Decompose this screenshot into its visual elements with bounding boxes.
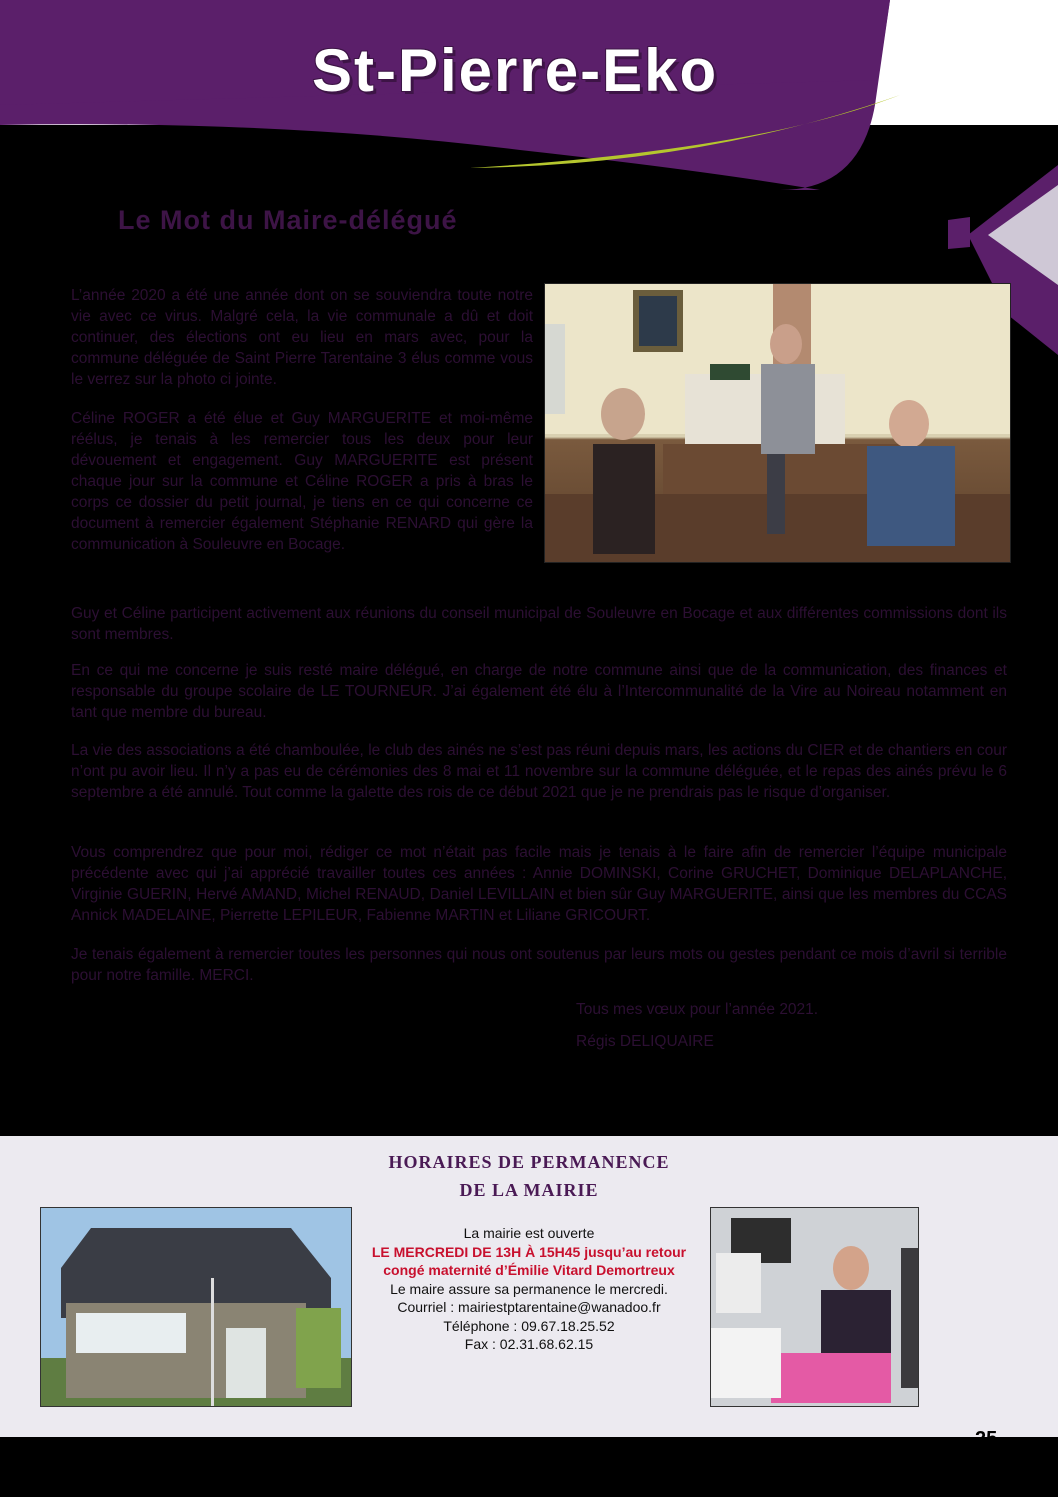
paragraph-7: Je tenais également à remercier toutes les personnes qui nous ont soutenus par leurs mots ou gestes pendant ce mois d’avril si terrible pour notre famille. MERCI. (71, 946, 1007, 984)
phone-line: Téléphone : 09.67.18.25.52 (443, 1317, 615, 1334)
paragraph-3: Guy et Céline participent activement aux réunions du conseil municipal de Souleuvre en Bocage et aux différentes commissions dont ils sont membres. (71, 605, 1007, 643)
hours-line-mayor: Le maire assure sa permanence le mercredi. (390, 1280, 668, 1297)
closing-wishes: Tous mes vœux pour l’année 2021. (576, 1001, 819, 1018)
hours-line-schedule: LE MERCREDI DE 13H À 15H45 jusqu’au retour (371, 1243, 687, 1260)
paragraph-6: Vous comprendrez que pour moi, rédiger ce mot n’était pas facile mais je tenais à le faire afin de remercier l’équipe municipale précédente avec qui j’ai apprécié travailler toutes ces années : Annie DOMINSKI, Corine GRUCHET, Dominique DELAPLANCHE, Virginie GUERIN, Hervé AMAND, Michel RENAUD, Daniel LEVILLAIN et bien sûr Guy MARGUERITE, ainsi que les membres du CCAS Annick MADELAINE, Pierrette LEPILEUR, Fabienne MARTIN et Liliane GRICOURT. (71, 844, 1007, 924)
fax-line: Fax : 02.31.68.62.15 (464, 1336, 594, 1352)
paragraph-1: L’année 2020 a été une année dont on se souviendra toute notre vie avec ce virus. Malgré cela, la vie communale a dû et doit continuer, des élections ont eu lieu en mars avec, pour la commune déléguée de Saint Pierre Tarentaine 3 élus comme vous le verrez sur la photo ci jointe. (71, 287, 533, 388)
hours-line-open: La mairie est ouverte (463, 1225, 595, 1241)
hours-title-line1: HORAIRES DE PERMANENCE (388, 1152, 670, 1172)
council-photo (544, 283, 1011, 563)
article-title: Le Mot du Maire-délégué (118, 205, 458, 235)
hours-line-maternity: congé maternité d’Émilie Vitard Demortreux (383, 1262, 675, 1278)
paragraph-4: En ce qui me concerne je suis resté maire délégué, en charge de notre commune ainsi que de la communication, des finances et responsable du groupe scolaire de LE TOURNEUR. J’ai également été élu à l’Intercommunalité de la Vire au Noireau notamment en tant que membre du bureau. (71, 662, 1007, 721)
paragraph-5: La vie des associations a été chamboulée, le club des ainés ne s’est pas réuni depuis mars, les actions du CIER et de chantiers en cour n’ont pu avoir lieu. Il n’y a pas eu de cérémonies des 8 mai et 11 novembre sur la commune déléguée, et le repas des ainés prévu le 6 septembre a été annulé. Tout comme la galette des rois de ce début 2021 que je ne prendrais pas le risque d’organiser. (71, 742, 1007, 801)
publication-brand: St-Pierre-Eko (312, 37, 719, 104)
bottom-bar (0, 1437, 1058, 1447)
page-number: 25 (975, 1428, 998, 1450)
email-line: Courriel : mairiestptarentaine@wanadoo.fr (397, 1299, 661, 1315)
signature: Régis DELIQUAIRE (576, 1033, 714, 1050)
secretary-photo (710, 1207, 919, 1407)
paragraph-2: Céline ROGER a été élue et Guy MARGUERITE et moi-même réélus, je tenais à les remercier tous les deux pour leur dévouement et engagement. Guy MARGUERITE est présent chaque jour sur la commune et Céline ROGER a pris à bras le corps ce dossier du petit journal, je tiens en ce qui concerne ce document à remercier également Stéphanie RENARD qui gère la communication à Souleuvre en Bocage. (71, 410, 533, 553)
hours-title-line2: DE LA MAIRIE (459, 1180, 599, 1200)
hours-info (352, 1224, 706, 1354)
mairie-building-photo (40, 1207, 352, 1407)
